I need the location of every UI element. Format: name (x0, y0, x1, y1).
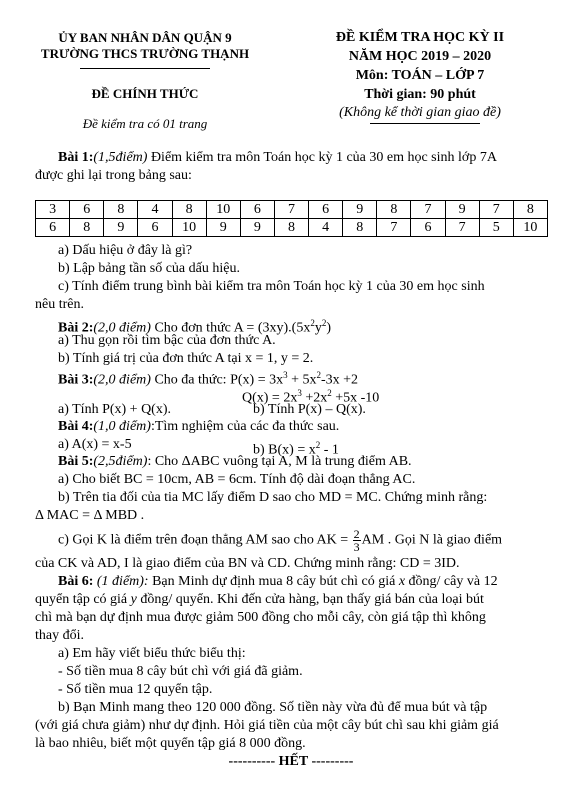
school-year: NĂM HỌC 2019 – 2020 (348, 49, 492, 64)
bai1-c1: c) Tính điểm trung bình bài kiểm tra môn Toán học kỳ 1 của 30 em học sinh (58, 279, 485, 294)
table-cell: 9 (206, 219, 240, 237)
bai6-b3: là bao nhiêu, biết một quyển tập giá 8 000 đồng. (35, 736, 306, 751)
bai5-a: a) Cho biết BC = 10cm, AB = 6cm. Tính độ dài đoạn thẳng AC. (58, 472, 416, 487)
table-cell: 9 (240, 219, 274, 237)
bai4-line: Bài 4:(1,0 điểm):Tìm nghiệm của các đa thức sau. (58, 419, 340, 434)
bai5-c1: c) Gọi K là điểm trên đoạn thẳng AM sao cho AK = $\frac{2}{3}$ AM . Gọi N là giao điểm (58, 527, 503, 554)
table-cell: 6 (411, 219, 445, 237)
table-cell: 8 (377, 201, 411, 219)
bai1-c2: nêu trên. (35, 297, 84, 312)
district-committee: ỦY BAN NHÂN DÂN QUẬN 9 (58, 30, 232, 45)
end-marker: ---------- HẾT --------- (228, 754, 354, 769)
table-cell: 8 (343, 219, 377, 237)
table-cell: 9 (445, 201, 479, 219)
table-cell: 8 (70, 219, 104, 237)
table-cell: 7 (274, 201, 308, 219)
divider-right (370, 123, 480, 124)
table-cell: 7 (445, 219, 479, 237)
table-cell: 9 (104, 219, 138, 237)
duration-note: (Không kể thời gian giao đề) (339, 105, 501, 120)
bai3-line: Bài 3:(2,0 điểm) Cho đa thức: $P(x) = 3x^3 + 5x^2-3x +2$ (58, 370, 359, 388)
bai3-b: b) Tính P(x) – Q(x). (253, 402, 366, 417)
bai2-line: Bài 2:(2,0 điểm) Cho đơn thức $A = (3xy).(5x^2y^2)$ (58, 318, 331, 336)
bai5-b2: Δ MAC = Δ MBD . (35, 508, 145, 523)
exam-title: ĐỀ KIỂM TRA HỌC KỲ II (335, 30, 505, 45)
divider-left (80, 68, 210, 69)
table-row (36, 201, 548, 219)
table-cell: 8 (274, 219, 308, 237)
table-cell: 9 (343, 201, 377, 219)
bai6-b2: (với giá chưa giảm) như dự định. Hỏi giá tiền của một cây bút chì sau khi giảm giá (35, 718, 499, 733)
bai6-line2: quyển tập có giá y đồng/ quyển. Khi đến cửa hàng, bạn thấy giá bán của loại bút (35, 592, 484, 607)
bai6-line4: thay đổi. (35, 628, 84, 643)
bai4-a: a) A(x) = x-5 (58, 437, 132, 452)
bai1-a: a) Dấu hiệu ở đây là gì? (58, 243, 193, 258)
bai6-a: a) Em hãy viết biểu thức biểu thị: (58, 646, 246, 661)
table-cell: 5 (479, 219, 513, 237)
table-cell: 6 (309, 201, 343, 219)
bai1-line2: được ghi lại trong bảng sau: (35, 168, 192, 183)
table-cell: 7 (479, 201, 513, 219)
official-label: ĐỀ CHÍNH THỨC (91, 86, 199, 101)
table-cell: 7 (377, 219, 411, 237)
table-cell: 6 (36, 219, 70, 237)
bai6-a1: - Số tiền mua 8 cây bút chì với giá đã giảm. (58, 664, 303, 679)
bai5-line: Bài 5:(2,5điểm): Cho ΔABC vuông tại A, M là trung điểm AB. (58, 454, 412, 469)
bai6-line1: Bài 6: (1 điểm): Bạn Minh dự định mua 8 cây bút chì có giá x đồng/ cây và 12 (58, 574, 498, 589)
subject: Môn: TOÁN – LỚP 7 (355, 68, 485, 83)
school-name: TRƯỜNG THCS TRƯỜNG THẠNH (40, 46, 250, 61)
table-cell: 8 (104, 201, 138, 219)
table-cell: 8 (513, 201, 547, 219)
table-cell: 6 (138, 219, 172, 237)
table-cell: 10 (172, 219, 206, 237)
fraction: $\frac{2}{3}$ (353, 527, 360, 554)
table-cell: 4 (138, 201, 172, 219)
bai5-c2: của CK và AD, I là giao điểm của BN và CD. Chứng minh rằng: CD = 3ID. (35, 556, 460, 571)
bai6-line3: chì mà bạn dự định mua được giảm 500 đồng cho mỗi cây, còn giá tập thì không (35, 610, 486, 625)
bai3-a: a) Tính P(x) + Q(x). (58, 402, 172, 417)
bai6-a2: - Số tiền mua 12 quyển tập. (58, 682, 213, 697)
table-cell: 3 (36, 201, 70, 219)
bai3-q: $Q(x) = 2x^3 +2x^2 +5x$ -10 (242, 388, 380, 406)
table-cell: 6 (240, 201, 274, 219)
bai2-b: b) Tính giá trị của đơn thức A tại x = 1, y = 2. (58, 351, 314, 366)
bai1-b: b) Lập bảng tần số của dấu hiệu. (58, 261, 240, 276)
table-cell: 6 (70, 201, 104, 219)
table-cell: 4 (309, 219, 343, 237)
scores-table (35, 200, 548, 237)
table-cell: 10 (513, 219, 547, 237)
pages-note: Đề kiểm tra có 01 trang (82, 116, 208, 131)
duration: Thời gian: 90 phút (364, 87, 476, 102)
table-cell: 8 (172, 201, 206, 219)
bai5-b1: b) Trên tia đối của tia MC lấy điểm D sao cho MD = MC. Chứng minh rằng: (58, 490, 488, 505)
table-row (36, 219, 548, 237)
table-cell: 10 (206, 201, 240, 219)
bai2-a: a) Thu gọn rồi tìm bậc của đơn thức A. (58, 333, 276, 348)
bai4-b: b) $B(x) = x^2 - 1$ (253, 440, 339, 458)
bai6-b1: b) Bạn Minh mang theo 120 000 đồng. Số tiền này vừa đủ để mua bút và tập (58, 700, 488, 715)
table-cell: 7 (411, 201, 445, 219)
bai1-line1: Bài 1:(1,5điểm) Điểm kiểm tra môn Toán học kỳ 1 của 30 em học sinh lớp 7A (58, 150, 497, 165)
